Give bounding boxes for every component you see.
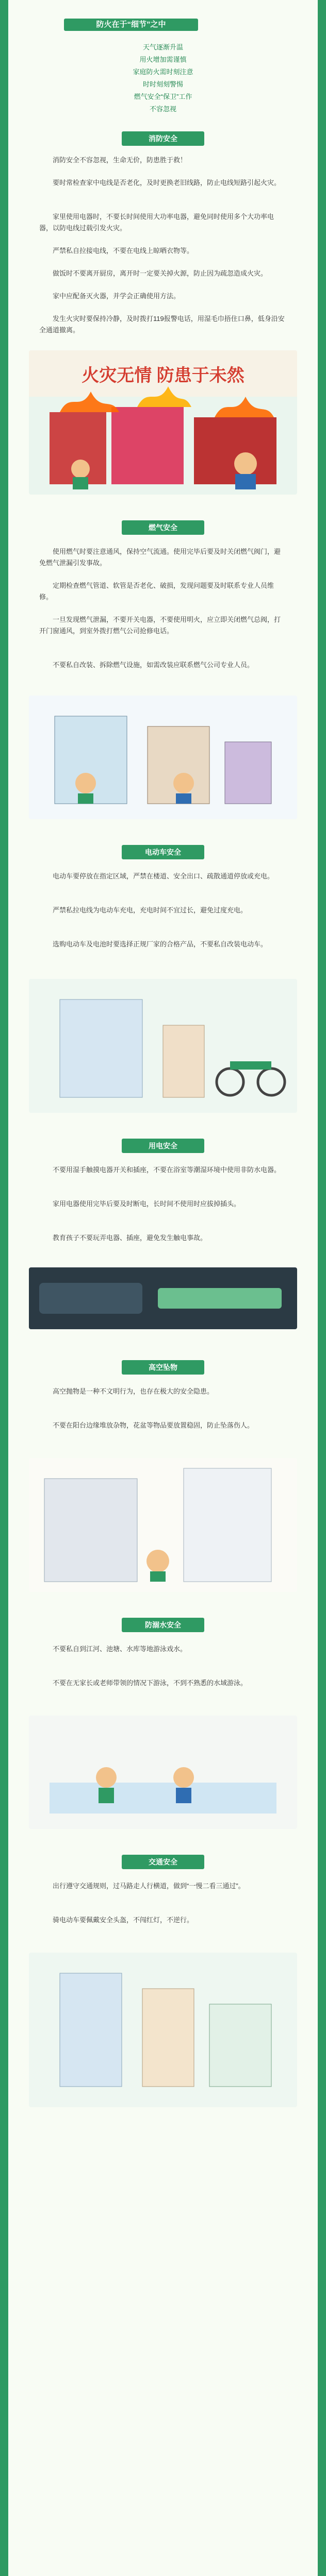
- e-bike-illustration: [29, 979, 297, 1113]
- article-page: [8, 0, 318, 2576]
- section-title: 消防安全: [122, 131, 204, 146]
- intro-line: 不容忽视: [149, 105, 176, 113]
- traffic-safety-illustration: [29, 1953, 297, 2107]
- section-title: 电动车安全: [122, 845, 204, 859]
- section-title: 燃气安全: [122, 520, 204, 535]
- header-title: 防火在于“细节”之中: [64, 19, 198, 31]
- paragraph: 选购电动车及电池时要选择正规厂家的合格产品，不要私自改装电动车。: [53, 940, 268, 948]
- paragraph: 严禁私拉电线为电动车充电，充电时间不宜过长，避免过度充电。: [53, 906, 248, 914]
- paragraph: 一旦发现燃气泄漏，不要开关电器，不要使用明火，应立即关闭燃气总阀，打开门窗通风，到室外拨打燃气公司抢修电话。: [39, 616, 281, 635]
- intro-line: 时时刻刻警惕: [142, 80, 183, 88]
- paragraph: 家里使用电器时，不要长时间使用大功率电器，避免同时使用多个大功率电器，以防电线过载引发火灾。: [39, 213, 274, 232]
- paragraph: 要时常检查家中电线是否老化，及时更换老旧线路，防止电线短路引起火灾。: [53, 179, 281, 187]
- intro-line: 燃气安全“保卫”工作: [134, 93, 192, 100]
- falling-objects-illustration: [29, 1458, 297, 1592]
- section-title: 防溺水安全: [122, 1618, 204, 1632]
- fire-safety-illustration: [29, 350, 297, 495]
- paragraph: 出行遵守交通规则，过马路走人行横道，做到“一慢二看三通过”。: [53, 1882, 245, 1890]
- paragraph: 做饭时不要离开厨房，离开时一定要关掉火源，防止因为疏忽造成火灾。: [53, 269, 268, 277]
- paragraph: 高空抛物是一种不文明行为，也存在极大的安全隐患。: [53, 1387, 214, 1395]
- paragraph: 不要在无家长或老师带领的情况下游泳，不到不熟悉的水域游泳。: [53, 1679, 248, 1687]
- gas-safety-illustration: [29, 696, 297, 819]
- paragraph: 家用电器使用完毕后要及时断电，长时间不使用时应拔掉插头。: [53, 1200, 241, 1208]
- paragraph: 电动车要停放在指定区域，严禁在楼道、安全出口、疏散通道停放或充电。: [53, 872, 274, 880]
- paragraph: 不要私自到江河、池塘、水库等地游泳戏水。: [53, 1645, 187, 1653]
- paragraph: 不要在阳台边缘堆放杂物，花盆等物品要放置稳固，防止坠落伤人。: [53, 1421, 254, 1429]
- water-safety-illustration: [29, 1716, 297, 1829]
- paragraph: 发生火灾时要保持冷静，及时拨打119报警电话，用湿毛巾捂住口鼻，低身沿安全通道撤离。: [39, 315, 285, 334]
- paragraph: 使用燃气时要注意通风，保持空气流通。使用完毕后要及时关闭燃气阀门，避免燃气泄漏引发事故。: [39, 548, 281, 567]
- paragraph: 定期检查燃气管道、软管是否老化、破损，发现问题要及时联系专业人员维修。: [39, 582, 274, 601]
- intro-line: 家庭防火需时刻注意: [133, 68, 193, 76]
- paragraph: 严禁私自拉接电线，不要在电线上晾晒衣物等。: [53, 247, 194, 255]
- electric-safety-banner: [29, 1267, 297, 1329]
- section-title: 高空坠物: [122, 1360, 204, 1375]
- paragraph: 消防安全不容忽视，生命无价，防患胜于救！: [53, 156, 187, 164]
- intro-block: [8, 41, 318, 115]
- section-title: 用电安全: [122, 1139, 204, 1153]
- intro-line: 用火增加需谨慎: [139, 56, 187, 63]
- banner-text: 火灾无情 防患于未然: [82, 366, 244, 385]
- paragraph: 教育孩子不要玩弄电器、插座，避免发生触电事故。: [53, 1234, 207, 1242]
- section-title: 交通安全: [122, 1855, 204, 1869]
- paragraph: 不要用湿手触摸电器开关和插座，不要在浴室等潮湿环境中使用非防水电器。: [53, 1166, 281, 1174]
- intro-line: 天气逐渐升温: [142, 43, 183, 51]
- paragraph: 家中应配备灭火器，并学会正确使用方法。: [53, 292, 181, 300]
- paragraph: 骑电动车要佩戴安全头盔，不闯红灯，不逆行。: [53, 1916, 194, 1924]
- paragraph: 不要私自改装、拆除燃气设施，如需改装应联系燃气公司专业人员。: [53, 661, 254, 669]
